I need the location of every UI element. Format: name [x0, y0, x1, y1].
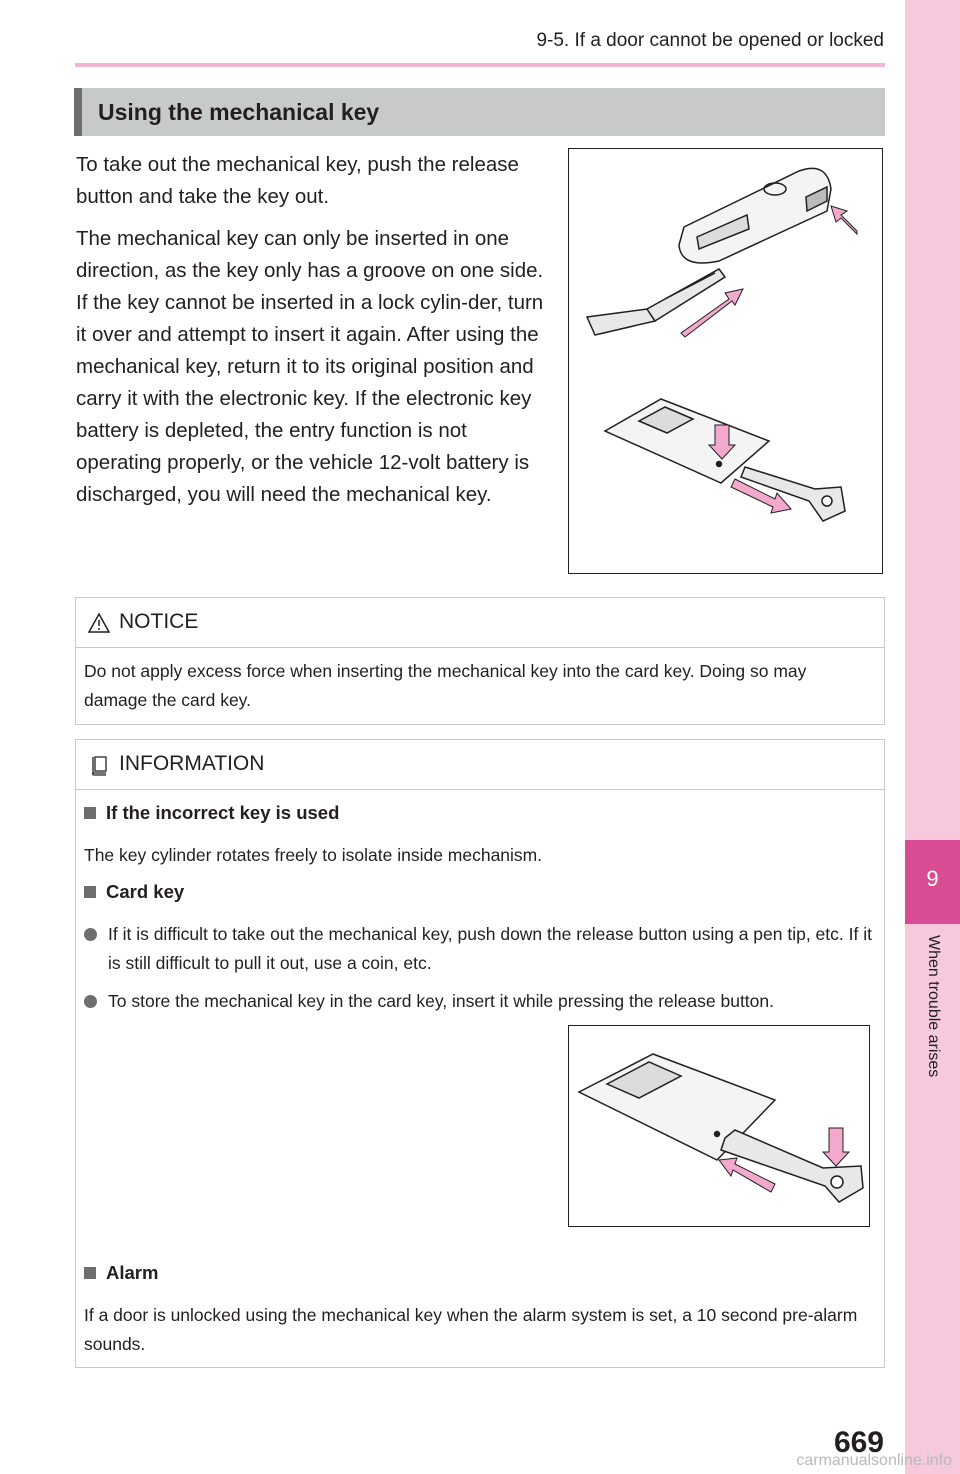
alarm-text: If a door is unlocked using the mechanical key when the alarm system is set, a 10 second pre-alarm sounds. [84, 1305, 858, 1354]
subheading-card-key: Card key [84, 881, 184, 903]
chapter-label: When trouble arises [925, 935, 942, 1078]
incorrect-key-text: The key cylinder rotates freely to isolate inside mechanism. [84, 845, 543, 865]
header-divider [75, 63, 885, 67]
section-title: Using the mechanical key [98, 99, 380, 125]
notice-text: Do not apply excess force when inserting the mechanical key into the card key. Doing so may damage the card key. [84, 661, 807, 710]
subheading-alarm: Alarm [84, 1262, 158, 1284]
body-paragraph-release: To take out the mechanical key, push the release button and take the key out. [76, 153, 519, 208]
square-bullet-icon [84, 807, 96, 819]
chapter-number: 9 [926, 866, 939, 891]
information-title: INFORMATION [119, 752, 265, 775]
page-number: 669 [833, 1426, 884, 1459]
card-key-bullet-2: To store the mechanical key in the card key, insert it while pressing the release button. [84, 987, 874, 1016]
mechanical-key-illustration [568, 148, 883, 574]
body-paragraph-insert: The mechanical key can only be inserted in one direction, as the key only has a groove on one side. If the key cannot be inserted in a lock cylin-der, turn it over and attempt to insert it again. After using the mechanical key, return it to its original position and carry it with the electronic key. If the electronic key battery is depleted, the entry function is not operating properly, or the vehicle 12-volt battery is discharged, you will need the mechanical key. [76, 227, 544, 506]
notice-header [76, 598, 884, 648]
mechanical-key-image [587, 269, 725, 335]
card-key-store-illustration [568, 1025, 870, 1227]
notice-title: NOTICE [119, 610, 199, 633]
circle-bullet-icon [84, 928, 97, 941]
watermark-text: carmanualsonline.info [796, 1452, 952, 1469]
subheading-incorrect-key: If the incorrect key is used [84, 802, 339, 824]
circle-bullet-icon [84, 995, 97, 1008]
square-bullet-icon [84, 1267, 96, 1279]
page-header-title: 9-5. If a door cannot be opened or locked [536, 30, 884, 51]
square-bullet-icon [84, 886, 96, 898]
card-key-bullet-1: If it is difficult to take out the mechanical key, push down the release button using a pen tip, etc. If it is still difficult to pull it out, use a coin, etc. [84, 920, 874, 978]
chapter-side-tab [905, 0, 960, 1474]
arrow-push-down [823, 1128, 849, 1166]
arrow-push-release [831, 206, 857, 234]
section-heading-bar [74, 88, 885, 136]
notice-box [75, 597, 885, 725]
key-fob-image [679, 168, 831, 263]
information-header [76, 740, 884, 790]
warning-triangle-icon [88, 612, 110, 634]
information-book-icon [88, 754, 110, 776]
